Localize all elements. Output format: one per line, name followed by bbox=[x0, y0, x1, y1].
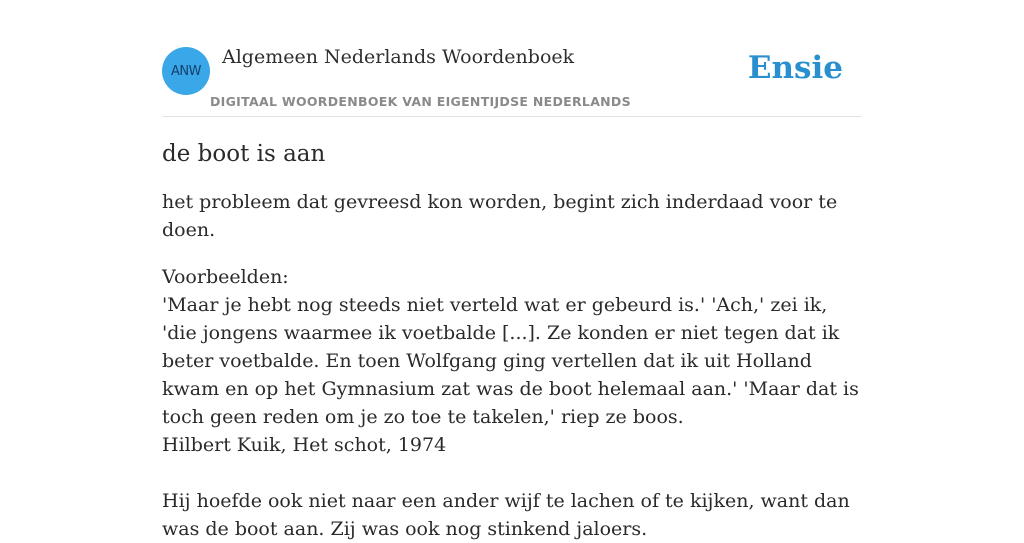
example-quote: 'Maar je hebt nog steeds niet verteld wat er gebeurd is.' 'Ach,' zei ik, 'die jongens waarmee ik voetbalde [...]. Ze konden er niet tegen dat ik beter voetbalde. En toen Wolfgang ging vertellen dat ik uit Holland kwam en op het Gymnasium zat was de boot helemaal aan.' 'Maar dat is toch geen reden om je zo toe te takelen,' riep ze boos. bbox=[162, 294, 859, 428]
entry-term: de boot is aan bbox=[162, 141, 326, 167]
example-source: Hilbert Kuik, Het schot, 1974 bbox=[162, 434, 447, 456]
anw-logo[interactable] bbox=[162, 47, 210, 95]
example-quote: Hij hoefde ook niet naar een ander wijf te lachen of te kijken, want dan was de boot aan. Zij was ook nog stinkend jaloers. bbox=[162, 490, 850, 540]
example-spacer bbox=[162, 459, 862, 487]
site-subtitle: DIGITAAL WOORDENBOEK VAN EIGENTIJDSE NEDERLANDS bbox=[210, 94, 631, 109]
examples-label: Voorbeelden: bbox=[162, 266, 289, 288]
entry-definition: het probleem dat gevreesd kon worden, begint zich inderdaad voor te doen. bbox=[162, 191, 838, 241]
site-header bbox=[162, 40, 862, 117]
examples-section bbox=[162, 263, 862, 543]
entry-content bbox=[162, 138, 862, 543]
ensie-logo[interactable]: Ensie bbox=[747, 50, 843, 86]
site-title[interactable]: Algemeen Nederlands Woordenboek bbox=[222, 46, 575, 68]
logo-text: ANW bbox=[171, 63, 201, 79]
